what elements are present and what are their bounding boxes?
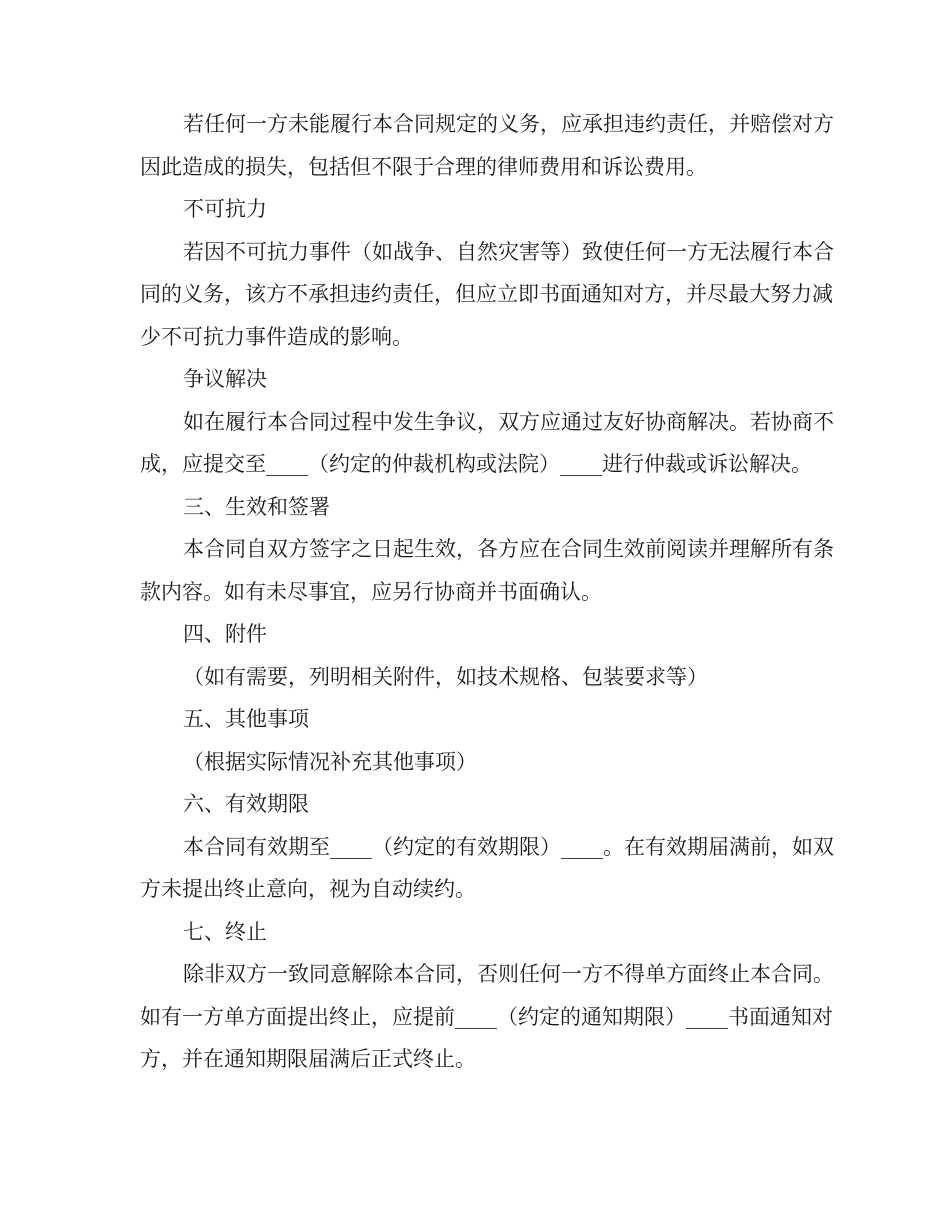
paragraph-attachments: （如有需要，列明相关附件，如技术规格、包装要求等） [183,664,708,689]
heading-validity-period: 六、有效期限 [183,792,309,816]
heading-other-matters: 五、其他事项 [183,707,309,731]
paragraph-effect-signing: 本合同自双方签字之日起生效，各方应在合同生效前阅读并理解所有条款内容。如有未尽事宜，应另行协商并书面确认。 [140,537,834,604]
heading-effect-signing: 三、生效和签署 [183,494,330,519]
heading-termination: 七、终止 [183,919,267,944]
paragraph-dispute-resolution: 如在履行本合同过程中发生争议，双方应通过友好协商解决。若协商不成，应提交至____（约定的仲裁机构或法院）____进行仲裁或诉讼解决。 [140,409,834,476]
paragraph-breach-liability: 若任何一方未能履行本合同规定的义务，应承担违约责任，并赔偿对方因此造成的损失，包括但不限于合理的律师费用和诉讼费用。 [140,112,834,179]
paragraph-other-matters: （根据实际情况补充其他事项） [183,749,477,774]
paragraph-validity-period: 本合同有效期至____（约定的有效期限）____。在有效期届满前，如双方未提出终止意向，视为自动续约。 [140,834,834,901]
heading-force-majeure: 不可抗力 [183,197,267,221]
heading-dispute-resolution: 争议解决 [183,367,267,391]
document-body [140,103,840,1081]
heading-attachments: 四、附件 [183,622,267,646]
paragraph-termination: 除非双方一致同意解除本合同，否则任何一方不得单方面终止本合同。如有一方单方面提出终止，应提前____（约定的通知期限）____书面通知对方，并在通知期限届满后正式终止。 [140,962,834,1071]
paragraph-force-majeure: 若因不可抗力事件（如战争、自然灾害等）致使任何一方无法履行本合同的义务，该方不承担违约责任，但应立即书面通知对方，并尽最大努力减少不可抗力事件造成的影响。 [140,239,834,349]
